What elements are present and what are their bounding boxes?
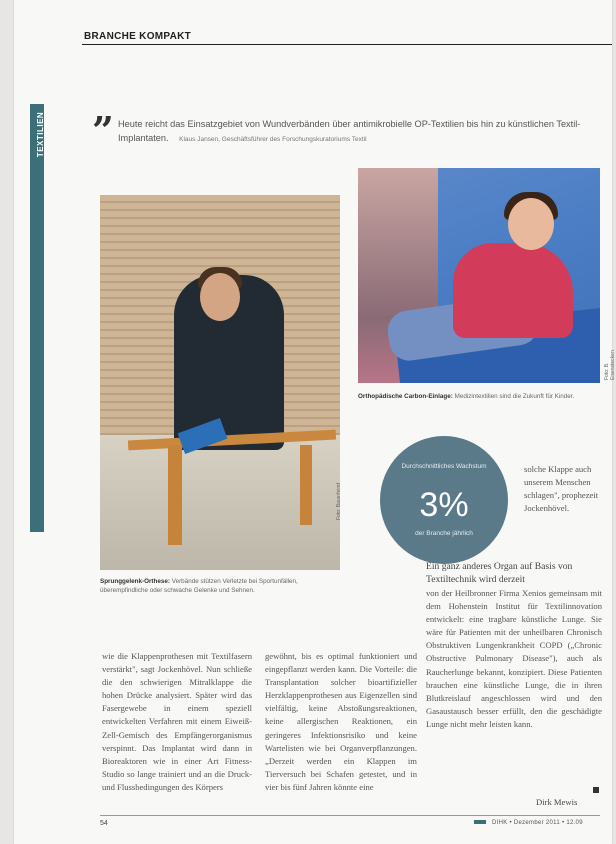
end-mark-icon [593, 787, 599, 793]
photo-credit: Foto: B. Eisenstecken [604, 350, 616, 380]
stat-label-bottom: der Branche jährlich [415, 530, 473, 537]
side-tab [30, 104, 44, 532]
stat-badge [380, 436, 508, 564]
photo-credit: Foto: Bauerfeind [336, 483, 342, 520]
article-text-left: wie die Klappenprothesen mit Textilfasern verstärkt", sagt Jockenhövel. Nun schließe die den schwierigen Mitralklappe die hohen Drücke analysiert. Später wird das Fasergewebe in einem speziell entwickelten Verfahren mit einem Eiweiß-Zell-Gemisch des Empfängerorganismus verspinnt. Das Implantat wird dann in Bioreaktoren wie in einer Art Fitness-Studio so lange trainiert und an die Druck- und Flussbedingungen des Körpers [102, 651, 252, 792]
article-text-middle: gewöhnt, bis es optimal funktioniert und eingepflanzt werden kann. Die Vorteile: die Transplantation solcher bioartifizieller Herzklappenprothesen aus Eigenzellen sind vielfältig, keine Abstoßungsreaktionen, keine allergischen Reaktionen, ein geringeres Infektionsrisiko und keine Wartelisten wie bei Organverpflanzungen. „Derzeit werden ein Klappen im Tierversuch bei Schafen getestet, und in vier bis fünf Jahren könnte eine [265, 651, 417, 792]
caption-text: Verbände stützen Verletzte bei Sportunfällen, überempfindliche oder schwache Gelenke und Sehnen. [100, 578, 298, 594]
side-tab-label: TEXTILIEN [36, 111, 46, 158]
photo-caption [100, 577, 340, 595]
stat-value: 3% [419, 486, 469, 524]
article-text-right: von der Heilbronner Firma Xenios gemeinsam mit dem Hohenstein Institut für Textilinnovation entwickelt: eine tragbare künstliche Lunge. Sie wäre für Patienten mit der unheilbaren Chronisch Obstruktiven Lungenkrankheit COPD („Chronic Obstructive Pulmonary Disease"), auch als Raucherlunge bekannt, konzipiert. Diese Patienten brauchen eine künstliche Lunge, die in ihren Blutkreislauf angeschlossen wird und den Gasaustausch besser erfüllt, den die geschädigte Lunge nicht mehr leisten kann. [426, 588, 602, 729]
section-label: BRANCHE KOMPAKT [84, 31, 192, 42]
caption-title: Orthopädische Carbon-Einlage: [358, 393, 453, 400]
footer-rule [100, 815, 600, 816]
orthosis-photo [100, 195, 340, 570]
stat-label-top: Durchschnittliches Wachstum [401, 463, 487, 470]
article-text-right-top: solche Klappe auch unserem Menschen schlagen", prophezeit Jockenhövel. [524, 464, 599, 514]
page-number: 54 [100, 820, 108, 827]
photo-caption [358, 392, 598, 401]
child-photo [358, 168, 600, 383]
pull-quote [118, 117, 588, 147]
pull-quote-source: Klaus Jansen, Geschäftsführer des Forschungskuratoriums Textil [179, 136, 367, 143]
article-author: Dirk Mewis [536, 797, 578, 807]
caption-title: Sprunggelenk-Orthese: [100, 578, 170, 585]
footer-bar-icon [474, 820, 486, 824]
article-lead: Ein ganz anderes Organ auf Basis von Textiltechnik wird derzeit [426, 561, 573, 586]
magazine-page [14, 0, 616, 844]
header-rule [82, 44, 612, 45]
caption-text: Medizintextilien sind die Zukunft für Kinder. [454, 393, 575, 400]
quote-mark-icon: ” [92, 108, 114, 153]
pull-quote-text: Heute reicht das Einsatzgebiet von Wundverbänden über antimikrobielle OP-Textilien bis hin zu künstlichen Textil-Implantaten. [118, 119, 581, 143]
footer-issue-text: DIHK • Dezember 2011 • 12.09 [491, 820, 583, 826]
footer-issue [474, 820, 583, 826]
